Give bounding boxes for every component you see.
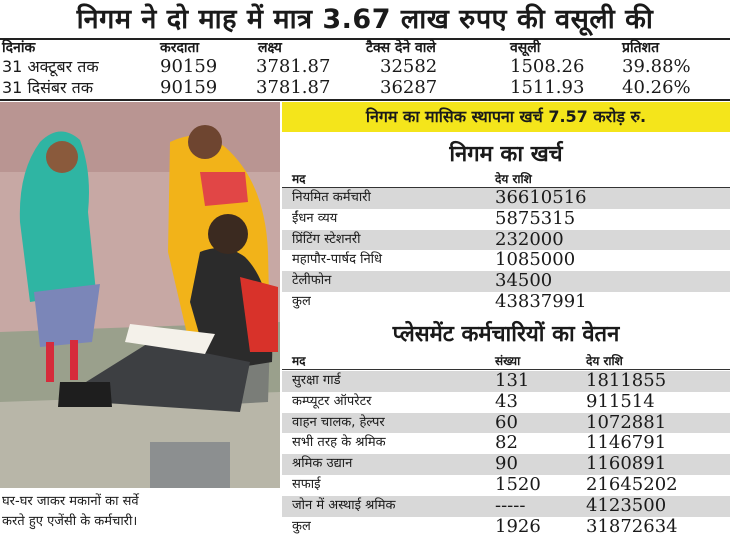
cell-amount: 1072881 (586, 411, 667, 433)
survey-photo-illustration (0, 102, 280, 488)
cell-amount: 1085000 (495, 249, 576, 271)
col-percent: प्रतिशत (622, 40, 660, 56)
col-amount: देय राशि (495, 172, 532, 186)
table-row (282, 188, 730, 209)
col-item: मद (292, 172, 306, 186)
table-row (282, 209, 730, 230)
cell-count: 1926 (495, 515, 541, 537)
table-row (282, 392, 730, 413)
cell-percent: 39.88% (622, 56, 691, 77)
cell-amount: 911514 (586, 390, 655, 412)
table-row (282, 371, 730, 392)
cell-item: जोन में अस्थाई श्रमिक (292, 497, 396, 513)
col-item: मद (292, 354, 306, 368)
survey-photo (0, 102, 280, 488)
cell-recovery: 1508.26 (510, 56, 585, 77)
cell-amount: 34500 (495, 270, 553, 292)
table-row (282, 413, 730, 434)
cell-item: वाहन चालक, हेल्पर (292, 414, 385, 430)
placement-table-header (282, 352, 730, 370)
cell-count: 131 (495, 370, 530, 391)
cell-item: कम्प्यूटर ऑपरेटर (292, 393, 372, 409)
cell-amount: 1146791 (586, 432, 667, 454)
photo-caption (0, 488, 282, 548)
col-date: दिनांक (2, 40, 36, 56)
cell-item: टेलीफोन (292, 273, 332, 289)
cell-recovery: 1511.93 (510, 77, 585, 98)
table-row (282, 250, 730, 271)
expense-section-title: निगम का खर्च (449, 142, 563, 167)
cell-count: 1520 (495, 474, 541, 495)
table-row (282, 475, 730, 496)
expense-table-header (282, 170, 730, 188)
table-row (282, 454, 730, 475)
cell-item: सुरक्षा गार्ड (292, 373, 341, 388)
cell-count: 90 (495, 453, 518, 475)
cell-taxpayers: 90159 (160, 77, 218, 98)
caption-line: करते हुए एजेंसी के कर्मचारी। (2, 514, 138, 529)
recovery-table-header (0, 38, 730, 58)
col-count: संख्या (495, 354, 521, 368)
cell-item: प्रिंटिंग स्टेशनरी (292, 231, 361, 247)
cell-item: ईंधन व्यय (292, 210, 338, 226)
cell-count: ----- (495, 494, 526, 516)
table-row (282, 230, 730, 251)
cell-amount: 21645202 (586, 474, 678, 495)
table-row (282, 496, 730, 517)
cell-date: 31 अक्टूबर तक (2, 57, 99, 76)
cell-count: 82 (495, 432, 518, 454)
cell-amount: 4123500 (586, 494, 667, 516)
table-row (282, 292, 730, 313)
cell-count: 43 (495, 390, 518, 412)
caption-line: घर-घर जाकर मकानों का सर्वे (2, 494, 139, 509)
table-row (282, 271, 730, 292)
cell-paid: 36287 (380, 77, 438, 98)
cell-amount: 1160891 (586, 453, 667, 475)
cell-paid: 32582 (380, 56, 438, 77)
cell-item: कुल (292, 518, 311, 534)
expense-panel (282, 102, 730, 548)
col-target: लक्ष्य (258, 40, 282, 56)
cell-amount: 5875315 (495, 207, 576, 229)
establishment-banner: निगम का मासिक स्थापना खर्च 7.57 करोड़ रु. (282, 102, 730, 132)
cell-item: कुल (292, 294, 311, 309)
table-row (282, 433, 730, 454)
cell-amount: 43837991 (495, 291, 587, 312)
cell-item: सभी तरह के श्रमिक (292, 435, 386, 451)
cell-item: श्रमिक उद्यान (292, 456, 353, 472)
cell-target: 3781.87 (256, 56, 331, 77)
cell-percent: 40.26% (622, 77, 691, 98)
cell-item: नियमित कर्मचारी (292, 190, 371, 205)
cell-amount: 232000 (495, 228, 564, 250)
col-tax-payers-paid: टैक्स देने वाले (366, 40, 436, 56)
table-row (282, 517, 730, 538)
table-row (0, 57, 730, 77)
cell-item: महापौर-पार्षद निधि (292, 252, 383, 268)
col-taxpayers: करदाता (160, 40, 200, 56)
col-amount: देय राशि (586, 354, 623, 368)
cell-amount: 31872634 (586, 515, 678, 537)
cell-taxpayers: 90159 (160, 56, 218, 77)
cell-target: 3781.87 (256, 77, 331, 98)
headline: निगम ने दो माह में मात्र 3.67 लाख रुपए की वसूली की (76, 4, 654, 35)
placement-section-title: प्लेसमेंट कर्मचारियों का वेतन (392, 322, 620, 347)
cell-item: सफाई (292, 477, 321, 492)
cell-count: 60 (495, 411, 518, 433)
cell-amount: 1811855 (586, 370, 667, 391)
cell-amount: 36610516 (495, 187, 587, 208)
cell-date: 31 दिसंबर तक (2, 78, 94, 97)
divider (0, 99, 730, 101)
table-row (0, 78, 730, 98)
col-recovery: वसूली (510, 40, 541, 56)
